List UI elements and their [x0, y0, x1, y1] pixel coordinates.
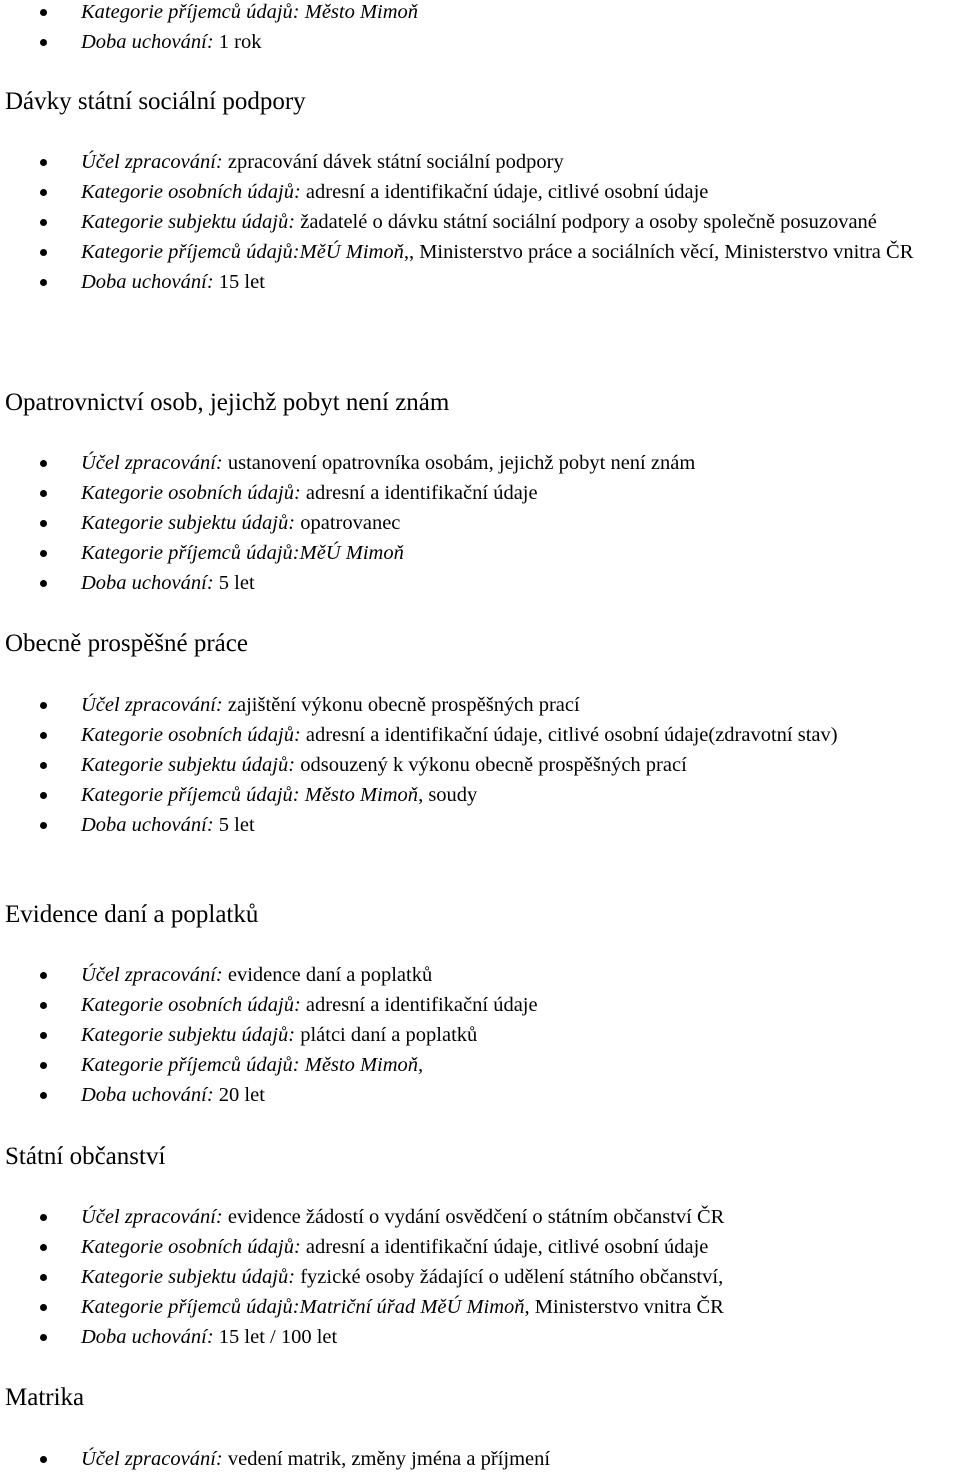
bullet-icon — [40, 159, 47, 166]
section-heading: Obecně prospěšné práce — [5, 630, 248, 657]
list-item — [0, 147, 960, 177]
item-label: Účel zpracování: — [81, 964, 223, 986]
list-item — [0, 750, 960, 780]
bullet-icon — [40, 972, 47, 979]
item-label: Kategorie příjemců údajů: Město Mimoň, — [81, 1054, 424, 1076]
item-label: Účel zpracování: — [81, 694, 223, 716]
list-item — [0, 267, 960, 297]
bullet-icon — [40, 1002, 47, 1009]
section-heading: Státní občanství — [5, 1143, 166, 1170]
item-value: 1 rok — [213, 31, 262, 53]
item-value: , Ministerstvo vnitra ČR — [524, 1296, 724, 1318]
item-value: zajištění výkonu obecně prospěšných prací — [222, 694, 580, 716]
list-item — [0, 810, 960, 840]
item-label: Kategorie příjemců údajů:MěÚ Mimoň, — [81, 241, 409, 263]
section-heading: Evidence daní a poplatků — [5, 901, 259, 928]
bullet-icon — [40, 1214, 47, 1221]
list-item — [0, 568, 960, 598]
bullet-icon — [40, 1092, 47, 1099]
list-item — [0, 0, 960, 27]
bullet-icon — [40, 39, 47, 46]
item-value: žadatelé o dávku státní sociální podpory a osoby společně posuzované — [295, 211, 877, 233]
bullet-icon — [40, 219, 47, 226]
section-heading: Matrika — [5, 1384, 85, 1411]
section-list — [0, 960, 960, 1110]
list-item — [0, 1262, 960, 1292]
list-item — [0, 1232, 960, 1262]
item-value: opatrovanec — [295, 512, 401, 534]
item-label: Kategorie příjemců údajů:Matriční úřad MěÚ Mimoň — [81, 1296, 525, 1318]
bullet-icon — [40, 792, 47, 799]
bullet-icon — [40, 1062, 47, 1069]
item-label: Kategorie osobních údajů: — [81, 994, 301, 1016]
list-item — [0, 27, 960, 57]
bullet-icon — [40, 550, 47, 557]
item-value: vedení matrik, změny jména a příjmení — [222, 1448, 551, 1470]
item-value: , soudy — [418, 784, 478, 806]
bullet-icon — [40, 1456, 47, 1463]
section-list — [0, 448, 960, 598]
list-item — [0, 508, 960, 538]
section-list — [0, 147, 960, 297]
item-label: Kategorie osobních údajů: — [81, 181, 301, 203]
list-item — [0, 177, 960, 207]
item-value: adresní a identifikační údaje — [300, 482, 538, 504]
bullet-icon — [40, 189, 47, 196]
bullet-icon — [40, 279, 47, 286]
item-value: zpracování dávek státní sociální podpory — [222, 151, 564, 173]
list-item — [0, 720, 960, 750]
bullet-icon — [40, 822, 47, 829]
list-item — [0, 1444, 960, 1474]
item-label: Doba uchování: — [81, 1326, 214, 1348]
item-label: Kategorie osobních údajů: — [81, 482, 301, 504]
list-item — [0, 1080, 960, 1110]
list-item — [0, 1322, 960, 1352]
section-list — [0, 1202, 960, 1352]
item-value: adresní a identifikační údaje — [300, 994, 538, 1016]
bullet-icon — [40, 490, 47, 497]
item-label: Doba uchování: — [81, 814, 214, 836]
list-item — [0, 990, 960, 1020]
item-label: Kategorie osobních údajů: — [81, 1236, 301, 1258]
item-value: 5 let — [213, 572, 255, 594]
item-label: Účel zpracování: — [81, 1206, 223, 1228]
item-value: 15 let — [213, 271, 265, 293]
item-value: odsouzený k výkonu obecně prospěšných prací — [295, 754, 687, 776]
item-value: plátci daní a poplatků — [295, 1024, 478, 1046]
bullet-icon — [40, 762, 47, 769]
list-item — [0, 478, 960, 508]
item-label: Kategorie subjektu údajů: — [81, 754, 296, 776]
bullet-icon — [40, 1274, 47, 1281]
list-item — [0, 1050, 960, 1080]
item-value: 5 let — [213, 814, 255, 836]
bullet-icon — [40, 9, 47, 16]
list-item — [0, 448, 960, 478]
item-value: ustanovení opatrovníka osobám, jejichž pobyt není znám — [222, 452, 696, 474]
bullet-icon — [40, 580, 47, 587]
bullet-icon — [40, 460, 47, 467]
bullet-icon — [40, 1304, 47, 1311]
item-label: Kategorie subjektu údajů: — [81, 211, 296, 233]
item-label: Kategorie příjemců údajů: Město Mimoň — [81, 1, 419, 23]
item-value: adresní a identifikační údaje, citlivé osobní údaje(zdravotní stav) — [300, 724, 838, 746]
item-value: 20 let — [213, 1084, 265, 1106]
list-item — [0, 237, 960, 267]
list-item — [0, 1020, 960, 1050]
bullet-icon — [40, 249, 47, 256]
top-list — [0, 0, 960, 57]
item-value: evidence žádostí o vydání osvědčení o státním občanství ČR — [222, 1206, 725, 1228]
bullet-icon — [40, 1244, 47, 1251]
item-label: Kategorie příjemců údajů:MěÚ Mimoň — [81, 542, 404, 564]
item-label: Doba uchování: — [81, 31, 214, 53]
list-item — [0, 538, 960, 568]
item-value: evidence daní a poplatků — [222, 964, 433, 986]
item-value: , Ministerstvo práce a sociálních věcí, Ministerstvo vnitra ČR — [408, 241, 914, 263]
item-label: Kategorie subjektu údajů: — [81, 1266, 296, 1288]
list-item — [0, 207, 960, 237]
list-item — [0, 1292, 960, 1322]
item-value: adresní a identifikační údaje, citlivé osobní údaje — [300, 1236, 709, 1258]
bullet-icon — [40, 1334, 47, 1341]
item-label: Účel zpracování: — [81, 151, 223, 173]
item-label: Doba uchování: — [81, 271, 214, 293]
list-item — [0, 780, 960, 810]
list-item — [0, 1202, 960, 1232]
item-label: Kategorie příjemců údajů: Město Mimoň — [81, 784, 419, 806]
bullet-icon — [40, 732, 47, 739]
item-label: Účel zpracování: — [81, 1448, 223, 1470]
section-list — [0, 1444, 960, 1474]
item-label: Kategorie subjektu údajů: — [81, 1024, 296, 1046]
bullet-icon — [40, 520, 47, 527]
item-value: fyzické osoby žádající o udělení státního občanství, — [295, 1266, 724, 1288]
item-label: Účel zpracování: — [81, 452, 223, 474]
item-label: Kategorie osobních údajů: — [81, 724, 301, 746]
list-item — [0, 690, 960, 720]
list-item — [0, 960, 960, 990]
item-label: Doba uchování: — [81, 1084, 214, 1106]
section-list — [0, 690, 960, 840]
bullet-icon — [40, 702, 47, 709]
item-label: Kategorie subjektu údajů: — [81, 512, 296, 534]
bullet-icon — [40, 1032, 47, 1039]
item-value: adresní a identifikační údaje, citlivé osobní údaje — [300, 181, 709, 203]
section-heading: Dávky státní sociální podpory — [5, 88, 306, 115]
item-value: 15 let / 100 let — [213, 1326, 338, 1348]
section-heading: Opatrovnictví osob, jejichž pobyt není znám — [5, 389, 450, 416]
item-label: Doba uchování: — [81, 572, 214, 594]
